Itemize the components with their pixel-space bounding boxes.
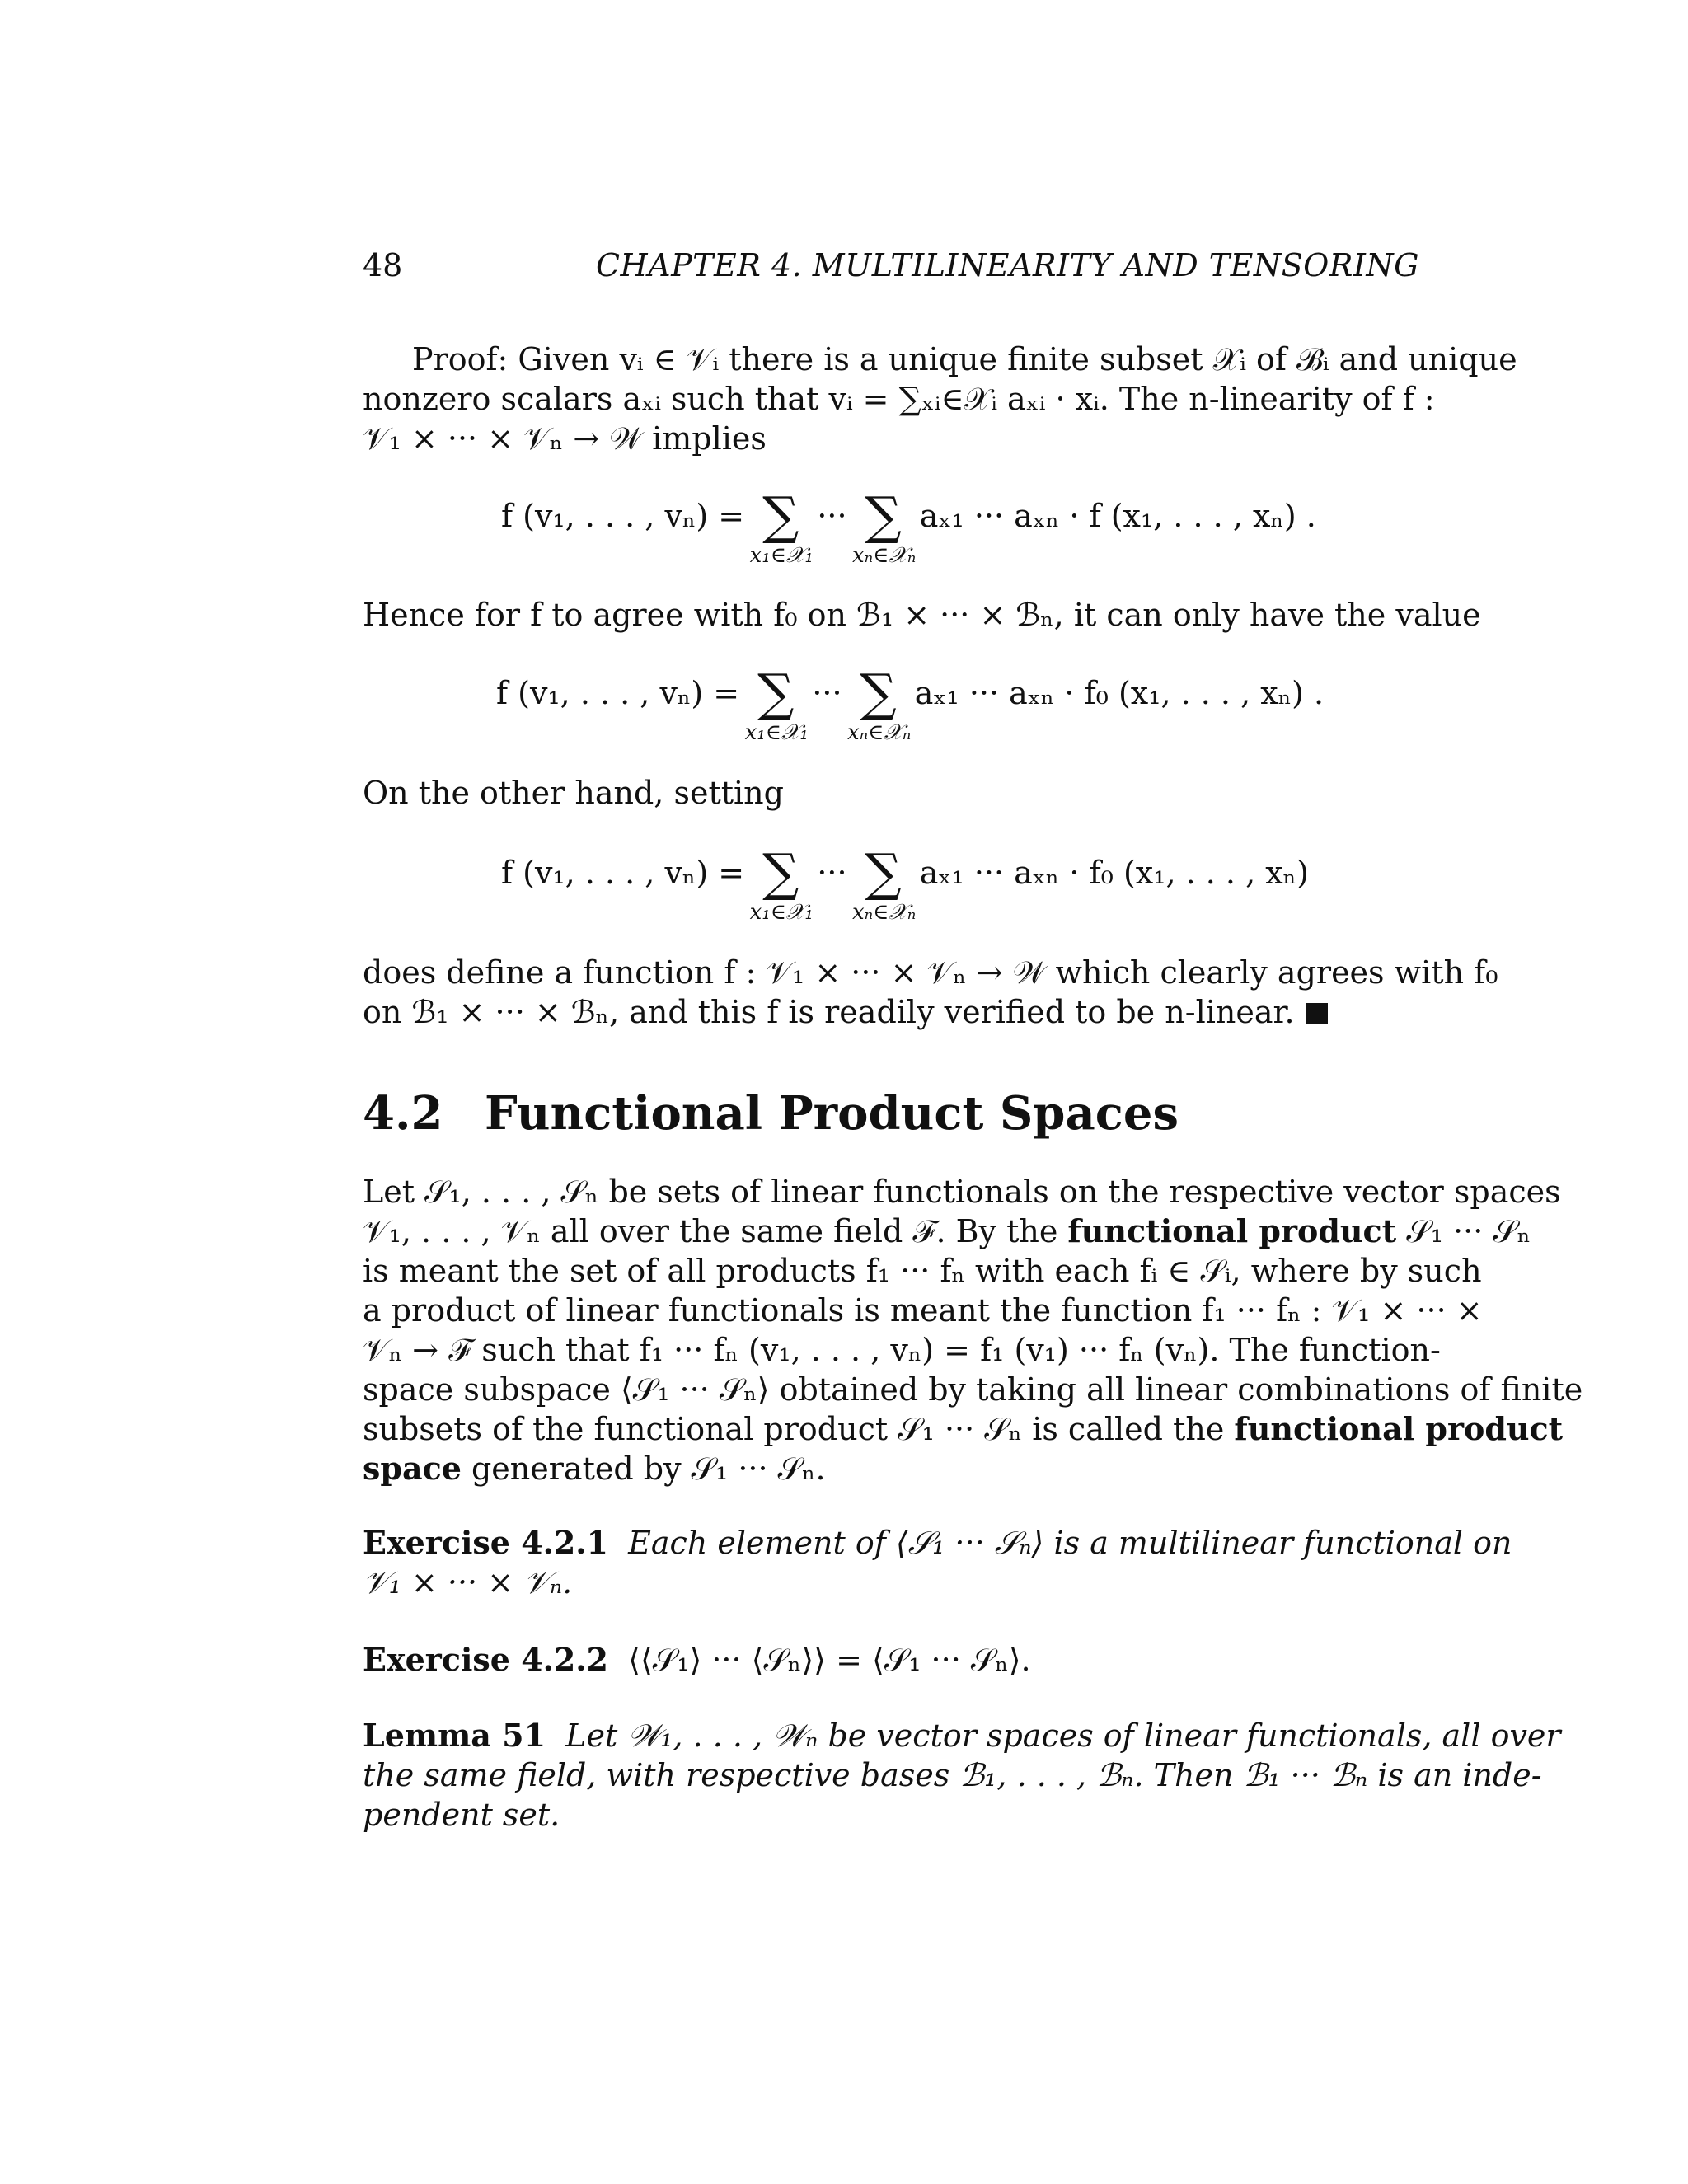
lemma-text: Let 𝒲₁, . . . , 𝒲ₙ be vector spaces of linear functionals, all over bbox=[565, 1718, 1561, 1754]
exercise-text: ⟨⟨𝒮₁⟩ ··· ⟨𝒮ₙ⟩⟩ = ⟨𝒮₁ ··· 𝒮ₙ⟩. bbox=[628, 1642, 1031, 1678]
dots: ··· bbox=[817, 855, 847, 891]
sum-subscript: x₁∈𝒳₁ bbox=[744, 720, 809, 745]
proof-line: Proof: Given vᵢ ∈ 𝒱ᵢ there is a unique finite subset 𝒳ᵢ of ℬᵢ and unique bbox=[412, 341, 1517, 377]
sum-symbol: ∑ x₁∈𝒳₁ bbox=[749, 668, 802, 719]
definition-line: a product of linear functionals is meant the function f₁ ··· fₙ : 𝒱₁ × ··· × bbox=[363, 1292, 1483, 1329]
equation-rhs: aₓ₁ ··· aₓₙ · f₀ (x₁, . . . , xₙ) bbox=[919, 855, 1309, 891]
hence-paragraph bbox=[363, 595, 1481, 635]
other-hand-paragraph bbox=[363, 773, 1419, 813]
sum-symbol: ∑ xₙ∈𝒳ₙ bbox=[852, 668, 905, 719]
book-page bbox=[363, 0, 1583, 2184]
qed-symbol bbox=[1306, 1003, 1328, 1024]
definition-line: space generated by 𝒮₁ ··· 𝒮ₙ. bbox=[363, 1450, 826, 1487]
equation-2 bbox=[363, 659, 1419, 750]
hence-line: Hence for f to agree with f₀ on ℬ₁ × ··· × ℬₙ, it can only have the value bbox=[363, 597, 1481, 633]
definition-line: Let 𝒮₁, . . . , 𝒮ₙ be sets of linear functionals on the respective vector spaces bbox=[363, 1174, 1561, 1210]
sum-symbol: ∑ xₙ∈𝒳ₙ bbox=[857, 490, 910, 541]
section-title: Functional Product Spaces bbox=[485, 1086, 1179, 1141]
exercise-label: Exercise 4.2.2 bbox=[363, 1641, 608, 1678]
sum-symbol: ∑ x₁∈𝒳₁ bbox=[754, 847, 807, 898]
other-hand-line: On the other hand, setting bbox=[363, 775, 784, 811]
sum-subscript: x₁∈𝒳₁ bbox=[749, 543, 814, 568]
dots: ··· bbox=[817, 498, 847, 534]
chapter-title: CHAPTER 4. MULTILINEARITY AND TENSORING bbox=[595, 247, 1419, 284]
equation-rhs: aₓ₁ ··· aₓₙ · f₀ (x₁, . . . , xₙ) . bbox=[914, 675, 1325, 711]
dots: ··· bbox=[812, 675, 842, 711]
sum-subscript: x₁∈𝒳₁ bbox=[749, 900, 814, 925]
definition-line: 𝒱ₙ → ℱ such that f₁ ··· fₙ (v₁, . . . , vₙ) = f₁ (v₁) ··· fₙ (vₙ). The function- bbox=[363, 1332, 1441, 1368]
running-head bbox=[363, 247, 1419, 297]
equation-lhs: f (v₁, . . . , vₙ) = bbox=[501, 498, 745, 534]
proof-closing bbox=[363, 953, 1498, 1032]
section-heading bbox=[363, 1086, 1179, 1141]
exercise-text: Each element of ⟨𝒮₁ ··· 𝒮ₙ⟩ is a multilinear functional on bbox=[628, 1525, 1512, 1561]
lemma-51 bbox=[363, 1716, 1561, 1835]
sum-symbol: ∑ xₙ∈𝒳ₙ bbox=[857, 847, 910, 898]
definition-line: subsets of the functional product 𝒮₁ ··· 𝒮ₙ is called the functional product bbox=[363, 1410, 1564, 1447]
lemma-label: Lemma 51 bbox=[363, 1717, 546, 1754]
section-number: 4.2 bbox=[363, 1086, 443, 1141]
equation-rhs: aₓ₁ ··· aₓₙ · f (x₁, . . . , xₙ) . bbox=[919, 498, 1316, 534]
exercise-label: Exercise 4.2.1 bbox=[363, 1524, 608, 1561]
definition-line: 𝒱₁, . . . , 𝒱ₙ all over the same field ℱ. By the functional product 𝒮₁ ··· 𝒮ₙ bbox=[363, 1212, 1531, 1249]
definition-line: is meant the set of all products f₁ ··· fₙ with each fᵢ ∈ 𝒮ᵢ, where by such bbox=[363, 1253, 1482, 1289]
equation-lhs: f (v₁, . . . , vₙ) = bbox=[496, 675, 740, 711]
definition-paragraph bbox=[363, 1172, 1583, 1488]
lemma-text: pendent set. bbox=[363, 1797, 560, 1833]
term-functional-product: functional product bbox=[1067, 1212, 1397, 1249]
equation-lhs: f (v₁, . . . , vₙ) = bbox=[501, 855, 745, 891]
closing-line: on ℬ₁ × ··· × ℬₙ, and this f is readily verified to be n-linear. bbox=[363, 992, 1419, 1032]
term-functional-product-space: functional product bbox=[1234, 1410, 1564, 1447]
sum-symbol: ∑ x₁∈𝒳₁ bbox=[754, 490, 807, 541]
definition-line: space subspace ⟨𝒮₁ ··· 𝒮ₙ⟩ obtained by taking all linear combinations of finite bbox=[363, 1371, 1583, 1408]
page-number: 48 bbox=[363, 247, 403, 284]
sum-subscript: xₙ∈𝒳ₙ bbox=[851, 900, 917, 925]
equation-1 bbox=[363, 482, 1419, 573]
sum-subscript: xₙ∈𝒳ₙ bbox=[846, 720, 912, 745]
lemma-text: the same field, with respective bases ℬ₁, . . . , ℬₙ. Then ℬ₁ ··· ℬₙ is an inde- bbox=[363, 1757, 1542, 1793]
proof-paragraph bbox=[363, 340, 1517, 458]
equation-3 bbox=[363, 839, 1419, 930]
closing-line: does define a function f : 𝒱₁ × ··· × 𝒱ₙ → 𝒲 which clearly agrees with f₀ bbox=[363, 954, 1498, 991]
sum-subscript: xₙ∈𝒳ₙ bbox=[851, 543, 917, 568]
exercise-text: 𝒱₁ × ··· × 𝒱ₙ. bbox=[363, 1564, 573, 1601]
proof-line: 𝒱₁ × ··· × 𝒱ₙ → 𝒲 implies bbox=[363, 420, 767, 457]
exercise-4-2-1 bbox=[363, 1523, 1512, 1602]
exercise-4-2-2 bbox=[363, 1640, 1419, 1680]
proof-line: nonzero scalars aₓᵢ such that vᵢ = ∑ₓᵢ∈𝒳ᵢ aₓᵢ · xᵢ. The n-linearity of f : bbox=[363, 381, 1435, 417]
